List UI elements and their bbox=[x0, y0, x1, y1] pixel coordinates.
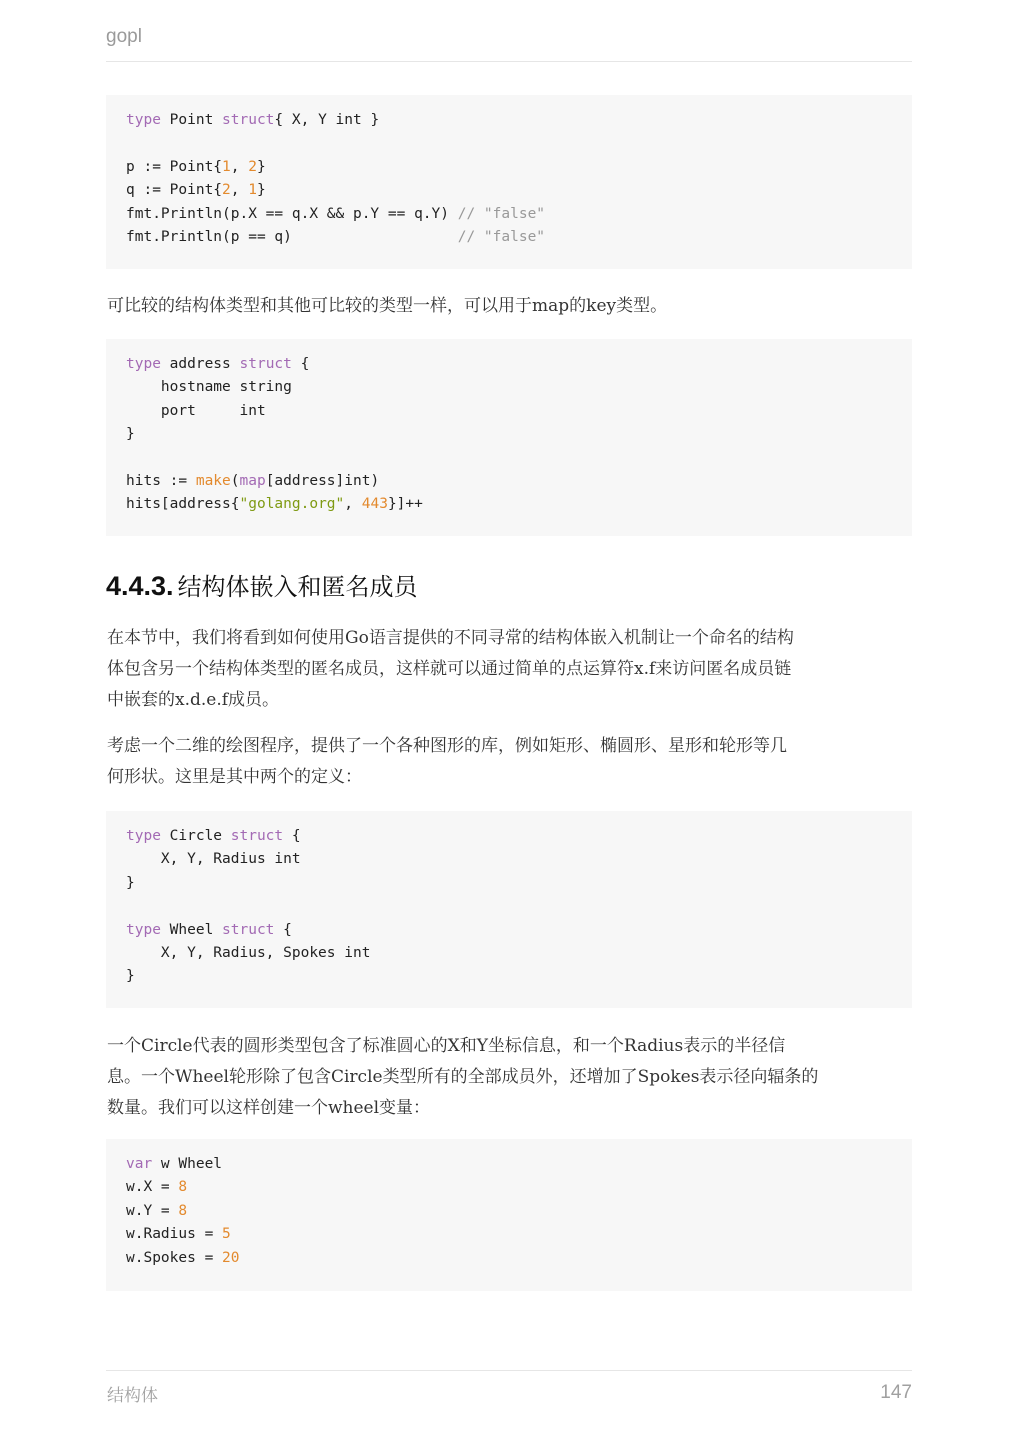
code-token: address bbox=[160, 356, 240, 372]
code-line bbox=[126, 872, 892, 895]
code-token: }]++ bbox=[387, 496, 423, 513]
code-line bbox=[126, 109, 892, 132]
code-token: } bbox=[126, 426, 135, 443]
code-token: 443 bbox=[361, 496, 388, 513]
paragraph-embedding-intro bbox=[107, 623, 912, 716]
code-line bbox=[126, 965, 892, 988]
code-token: "golang.org" bbox=[239, 496, 345, 513]
code-token: w Wheel bbox=[152, 1156, 223, 1172]
code-line bbox=[126, 132, 892, 155]
code-token: make bbox=[195, 472, 231, 489]
code-line bbox=[126, 825, 892, 848]
code-token: // "false" bbox=[457, 228, 546, 245]
code-token: } bbox=[256, 158, 266, 175]
code-token: { bbox=[274, 921, 292, 938]
paragraph-line: 一个Circle代表的圆形类型包含了标准圆心的X和Y坐标信息，和一个Radius表示的半径信 bbox=[107, 1036, 786, 1056]
code-token: type bbox=[126, 112, 161, 128]
paragraph-line: 息。一个Wheel轮形除了包含Circle类型所有的全部成员外，还增加了Spokes表示径向辐条的 bbox=[107, 1067, 819, 1087]
code-token: 8 bbox=[178, 1202, 188, 1219]
code-line bbox=[126, 423, 892, 446]
code-line bbox=[126, 1200, 892, 1223]
code-token: 8 bbox=[178, 1179, 188, 1196]
code-token: w.Spokes = bbox=[126, 1249, 223, 1266]
code-token: Point bbox=[160, 112, 223, 128]
code-token: w.Y = bbox=[126, 1202, 179, 1219]
code-token: w.X = bbox=[126, 1179, 179, 1196]
code-token: struct bbox=[222, 921, 275, 938]
code-token: X, Y, Radius, Spokes int bbox=[126, 944, 371, 961]
code-token: struct bbox=[222, 112, 275, 128]
code-line bbox=[126, 203, 892, 226]
code-line bbox=[126, 942, 892, 965]
code-line bbox=[126, 400, 892, 423]
code-line bbox=[126, 848, 892, 871]
code-token: map bbox=[239, 472, 266, 489]
section-number: 4.4.3. bbox=[106, 571, 174, 601]
page-footer bbox=[106, 1370, 912, 1415]
code-line bbox=[126, 156, 892, 179]
code-token: Circle bbox=[160, 828, 231, 844]
code-line bbox=[126, 1153, 892, 1176]
code-token: hits[address{ bbox=[126, 496, 240, 513]
code-token: type bbox=[126, 356, 161, 372]
paragraph-line: 中嵌套的x.d.e.f成员。 bbox=[107, 690, 280, 710]
code-line bbox=[126, 376, 892, 399]
code-token: 1 bbox=[222, 158, 231, 175]
code-token: } bbox=[126, 968, 135, 985]
code-token: [address]int) bbox=[265, 472, 380, 489]
code-token: struct bbox=[230, 828, 284, 844]
book-title: gopl bbox=[106, 26, 142, 47]
code-token: // "false" bbox=[457, 205, 546, 222]
paragraph-line: 考虑一个二维的绘图程序，提供了一个各种图形的库，例如矩形、椭圆形、星形和轮形等几 bbox=[107, 736, 787, 756]
code-line bbox=[126, 353, 892, 376]
code-token: , bbox=[230, 182, 249, 199]
code-token: { X, Y int } bbox=[274, 112, 380, 128]
code-token: q := Point{ bbox=[126, 182, 223, 199]
code-line bbox=[126, 1223, 892, 1246]
paragraph-line: 可比较的结构体类型和其他可比较的类型一样，可以用于map的key类型。 bbox=[107, 296, 668, 316]
section-heading bbox=[106, 566, 418, 607]
section-title: 结构体嵌入和匿名成员 bbox=[177, 573, 418, 601]
code-token: Wheel bbox=[160, 921, 223, 938]
code-line bbox=[126, 470, 892, 493]
chapter-name: 结构体 bbox=[107, 1386, 158, 1406]
code-block-address-map bbox=[106, 339, 912, 536]
code-line bbox=[126, 919, 892, 942]
code-token: fmt.Println(p.X == q.X && p.Y == q.Y) bbox=[126, 205, 458, 222]
code-token: var bbox=[126, 1156, 153, 1172]
code-line bbox=[126, 226, 892, 249]
code-line bbox=[126, 1247, 892, 1270]
code-token: hits := bbox=[126, 472, 196, 489]
code-block-point-compare bbox=[106, 95, 912, 269]
code-token: 1 bbox=[248, 182, 257, 199]
code-token: p := Point{ bbox=[126, 158, 223, 175]
code-block-circle-wheel bbox=[106, 811, 912, 1008]
code-token: struct bbox=[239, 356, 292, 372]
paragraph-line: 数量。我们可以这样创建一个wheel变量： bbox=[107, 1098, 431, 1118]
code-token: port int bbox=[126, 402, 266, 419]
paragraph-line: 体包含另一个结构体类型的匿名成员，这样就可以通过简单的点运算符x.f来访问匿名成员链 bbox=[107, 659, 792, 679]
code-token: , bbox=[230, 158, 249, 175]
code-line bbox=[126, 895, 892, 918]
paragraph-line: 何形状。这里是其中两个的定义： bbox=[107, 767, 362, 787]
code-token: X, Y, Radius int bbox=[126, 851, 301, 868]
code-token: 20 bbox=[222, 1249, 240, 1266]
code-token: fmt.Println(p == q) bbox=[126, 228, 458, 245]
code-token: { bbox=[291, 356, 310, 372]
code-token: w.Radius = bbox=[126, 1226, 223, 1243]
paragraph-drawing-program bbox=[107, 731, 912, 793]
code-token: type bbox=[126, 921, 161, 938]
code-line bbox=[126, 1176, 892, 1199]
code-token: hostname string bbox=[126, 379, 292, 396]
page-header bbox=[106, 24, 912, 62]
code-token: { bbox=[283, 828, 301, 844]
code-token: type bbox=[126, 828, 161, 844]
code-token: 5 bbox=[222, 1226, 231, 1243]
code-token: } bbox=[126, 874, 135, 891]
code-token: } bbox=[256, 182, 266, 199]
code-token: 2 bbox=[248, 158, 257, 175]
paragraph-circle-wheel-description bbox=[107, 1031, 912, 1124]
code-block-wheel-var bbox=[106, 1139, 912, 1291]
page-number: 147 bbox=[880, 1382, 912, 1403]
paragraph-line: 在本节中，我们将看到如何使用Go语言提供的不同寻常的结构体嵌入机制让一个命名的结构 bbox=[107, 628, 794, 648]
code-line bbox=[126, 447, 892, 470]
code-token: , bbox=[344, 496, 362, 513]
code-line bbox=[126, 179, 892, 202]
code-line bbox=[126, 493, 892, 516]
code-token: 2 bbox=[222, 182, 231, 199]
code-token: ( bbox=[230, 472, 240, 489]
paragraph-comparable-structs bbox=[107, 291, 912, 322]
